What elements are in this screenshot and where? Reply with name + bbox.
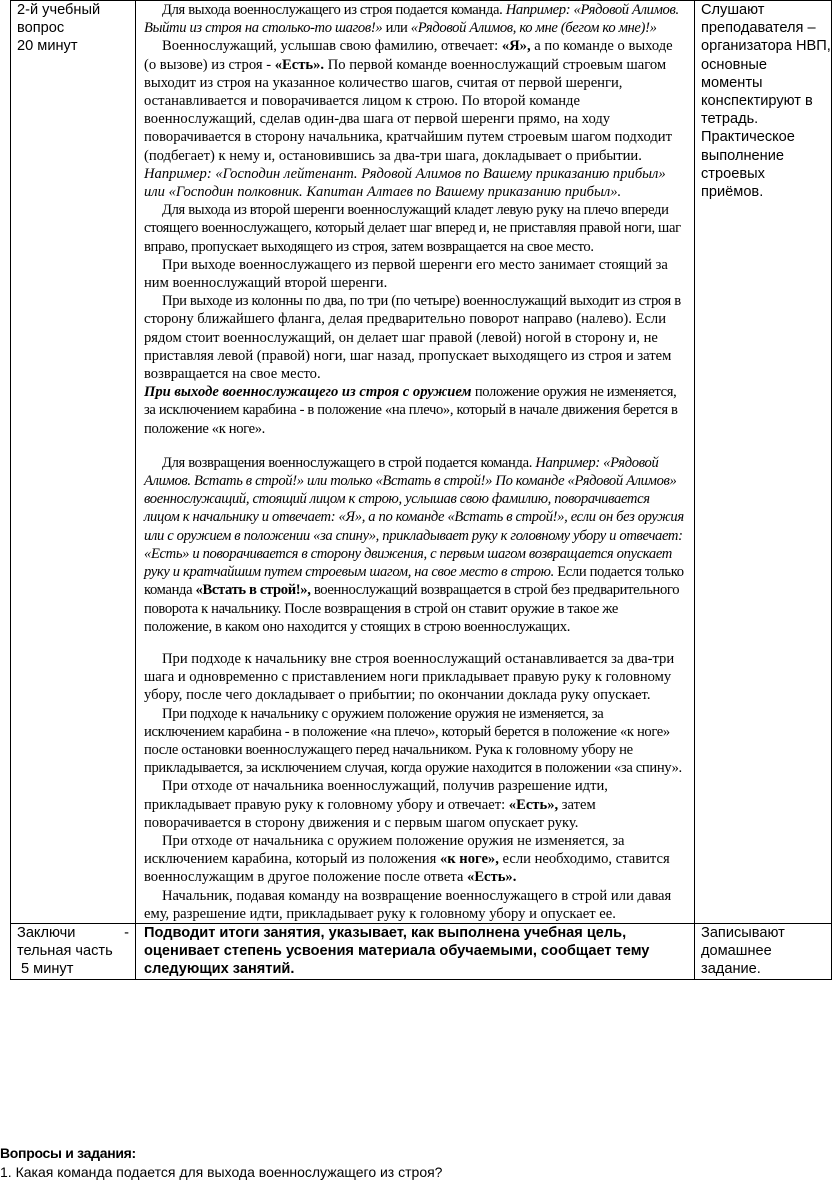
stage-cell-conclusion [11,923,136,979]
text-run: военнослужащий возвращается в строй без предварительного поворота к начальнику. После возвращения в строй он ставит оружие в такое же положение, в каком оно находится у стоящих в строю военнослужащих. [144,582,680,635]
hyphen: - [124,924,129,941]
text-run: Заключи [17,924,76,941]
teacher-activity-cell [136,1,695,924]
example-text: Например: «Господин лейтенант. Рядовой Алимов по Вашему приказанию прибыл» или «Господин полковник. Капитан Алтаев по Вашему приказанию прибыл». [144,165,666,201]
paragraph-return-command [144,454,686,636]
stage-title-line2: вопрос [17,20,65,37]
text-run: При отходе от начальника военнослужащий, получив разрешение идти, прикладывает правую руку к головному убору и отвечает: [144,778,608,813]
paragraph-leave-chief [144,777,686,832]
paragraph-approach-chief: При подходе к начальнику вне строя военнослужащий останавливается за два-три шага и одновременно с приставлением ноги прикладывает правую руку к головному убору, после чего докладывает о прибытии; по окончании доклада руку опускает. [144,650,675,704]
bold-text: «Есть». [274,56,325,73]
bold-text: «к ноге», [439,851,499,868]
questions-section [0,1144,816,1182]
bold-text: «Встать в строй!», [195,582,311,599]
paragraph-leave-with-weapon [144,832,686,887]
stage-cell [11,1,136,924]
text-run: При отходе от начальника с оружием положение оружия не изменяется, за исключением карабина, который из положения [144,832,625,868]
text-run: а по команде о выходе (о вызове) из строя - [144,38,673,73]
bold-italic-text: При выходе военнослужащего из строя с оружием [144,384,472,401]
stage-duration: 20 минут [17,38,78,55]
stage-duration: 5 минут [21,961,74,978]
stage-title-line1: 2-й учебный [17,2,101,18]
bold-text: «Есть». [467,869,517,886]
paragraph-exit-with-weapon [144,383,686,438]
text-run: Военнослужащий, услышав свою фамилию, отвечает: [162,38,502,55]
student-activity-conclusion: Записывают домашнее задание. [695,923,832,979]
lesson-plan-table [10,0,832,980]
text-run: Если подается только команда [144,564,684,599]
text-run: По первой команде военнослужащий строевым шагом выходит из строя на указанное количество шагов, считая от первой шеренги, останавливается и поворачивается лицом к строю. По второй команде военнослужащий, сделав один-два шага от первой шеренги прямо, на ходу поворачивается в сторону начальника, кратчайшим путем строевым шагом подходит (подбегает) к нему и, остановившись за два-три шага, докладывает о прибытии. [144,56,672,164]
text-run: затем поворачивается в сторону движения и с первым шагом опускает руку. [144,796,596,831]
questions-heading: Вопросы и задания: [0,1145,136,1161]
text-run: При выходе из колонны по два, по три (по четыре) военнослужащий выходит из строя в [162,293,681,310]
paragraph-response [144,37,686,201]
teacher-activity-conclusion: Подводит итоги занятия, указывает, как выполнена учебная цель, оценивает степень усвоения материала обучаемыми, сообщает тему следующих занятий. [136,923,695,979]
question-item: 1. Какая команда подается для выхода военнослужащего из строя? [0,1164,443,1180]
table-row-conclusion [11,923,832,979]
bold-text: «Я», [501,38,531,55]
example-text: «Рядовой Алимов, ко мне (бегом ко мне)!» [410,20,657,37]
paragraph-first-rank: При выходе военнослужащего из первой шеренги его место занимает стоящий за ним военнослужащий второй шеренги. [144,256,668,292]
text-run: сторону ближайшего фланга, делая предварительно поворот направо (налево). Если рядом стоит военнослужащий, он делает шаг правой (левой) ногой в сторону и, не приставляя левой (правой) ноги, шаг назад, пропускает выходящего из строя и затем возвращается на свое место. [144,311,672,383]
paragraph-column-exit [144,292,686,383]
stage-title-line2: тельная часть [17,943,113,960]
student-activity-cell: Слушают преподавателя – организатора НВП, основные моменты конспектируют в тетрадь. Практическое выполнение строевых приёмов. [695,1,832,924]
text-run: положение оружия не изменяется, за исключением карабина - в положение «на плечо», который в начале движения берется в положение «к ноге». [144,384,678,437]
stage-title-line1 [17,924,129,942]
paragraph-exit-command [144,1,686,37]
bold-text: «Есть», [508,796,559,813]
text-run: или [382,20,411,37]
text-run: Для возвращения военнослужащего в строй подается команда. [162,454,536,471]
text-run: если необходимо, ставится военнослужащим в другое положение после ответа [144,851,670,886]
table-row-second-question [11,1,832,924]
paragraph-approach-with-weapon: При подходе к начальнику с оружием положение оружия не изменяется, за исключением карабина - в положение «на плечо», который берется в положение «к ноге» после остановки военнослужащего перед начальником. Рука к головному убору не прикладывается, за исключением случая, когда оружие находится в положении «за спину». [144,705,682,777]
paragraph-chief-salute: Начальник, подавая команду на возвращение военнослужащего в строй или давая ему, разрешение идти, прикладывает руку к головному убору и опускает ее. [144,887,672,922]
example-text: Например: «Рядовой Алимов. Встать в строй!» или только «Встать в строй!» По команде «Рядовой Алимов» военнослужащий, стоящий лицом к строю, услышав свою фамилию, поворачивается лицом к начальнику и отвечает: «Я», а по команде «Встать в строй!», если он без оружия или с оружием в положении «за спину», прикладывает руку к головному убору и отвечает: «Есть» и поворачивается в сторону движения, с первым шагом возвращается опускает руку и кратчайшим путем строевым шагом, на свое место в строю. [144,454,684,581]
paragraph-second-rank: Для выхода из второй шеренги военнослужащий кладет левую руку на плечо впереди стоящего военнослужащего, который делает шаг вперед и, не приставляя правой ноги, шаг вправо, пропускает выходящего из строя, затем возвращается на свое место. [144,202,681,255]
text-run: Для выхода военнослужащего из строя подается команда. [162,2,506,18]
example-text: Например: «Рядовой Алимов. Выйти из строя на столько-то шагов!» [144,2,679,37]
